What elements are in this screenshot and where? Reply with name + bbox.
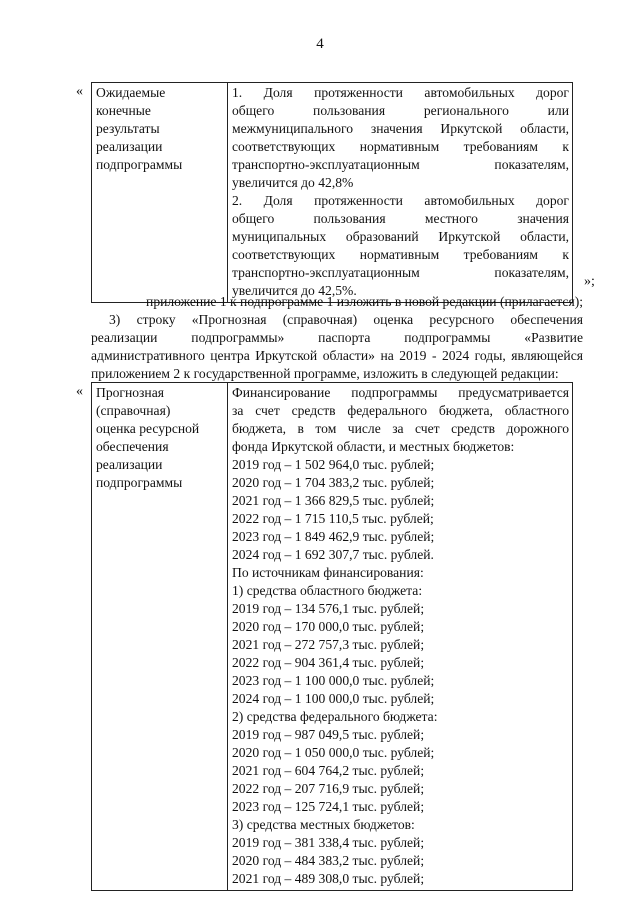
resource-forecast-text-line: 2020 год – 1 704 383,2 тыс. рублей; [232,475,435,490]
resource-forecast-text-line: 2021 год – 489 308,0 тыс. рублей; [232,871,425,886]
expected-results-label-line: конечные [96,103,151,118]
opening-quote-2: « [76,384,83,399]
resource-forecast-text-line: фонда Иркутской области, и местных бюджетов: [232,439,515,454]
resource-forecast-text [232,384,569,888]
expected-results-text-line: общего пользования местного значения [232,211,569,226]
expected-results-text-line: межмуниципального значения Иркутской области, [232,121,569,136]
resource-forecast-text-line: 3) средства местных бюджетов: [232,817,415,832]
resource-forecast-text-line: Финансирование подпрограммы предусматривается [232,385,569,400]
expected-results-text-line: транспортно-эксплуатационным показателям, [232,157,569,172]
resource-forecast-text-line: за счет средств федерального бюджета, областного [232,403,569,418]
expected-results-text-line: 2. Доля протяженности автомобильных дорог [232,193,569,208]
opening-quote: « [76,84,83,99]
resource-forecast-text-line: 2021 год – 1 366 829,5 тыс. рублей; [232,493,435,508]
resource-forecast-text-line: 1) средства областного бюджета: [232,583,423,598]
resource-forecast-text-line: 2020 год – 170 000,0 тыс. рублей; [232,619,425,634]
expected-results-label-line: подпрограммы [96,157,183,172]
expected-results-text-line: увеличится до 42,5%. [232,283,357,298]
expected-results-text-line: транспортно-эксплуатационным показателям, [232,265,569,280]
resource-forecast-text-line: 2019 год – 1 502 964,0 тыс. рублей; [232,457,435,472]
expected-results-label [96,84,224,174]
resource-forecast-text-line: 2020 год – 1 050 000,0 тыс. рублей; [232,745,435,760]
expected-results-value-cell [228,83,573,303]
resource-forecast-text-line: 2019 год – 134 576,1 тыс. рублей; [232,601,425,616]
resource-forecast-label-line: Прогнозная [96,385,164,400]
resource-forecast-text-line: 2021 год – 272 757,3 тыс. рублей; [232,637,425,652]
resource-forecast-text-line: бюджета, в том числе за счет средств дорожного [232,421,569,436]
paragraph-item-3-line: 3) строку «Прогнозная (справочная) оценка ресурсного обеспечения [109,312,583,327]
resource-forecast-label-cell [92,383,228,891]
page-number: 4 [316,36,324,52]
closing-quote: »; [584,274,595,289]
resource-forecast-text-line: 2019 год – 987 049,5 тыс. рублей; [232,727,425,742]
resource-forecast-text-line: 2022 год – 1 715 110,5 тыс. рублей; [232,511,434,526]
resource-forecast-text-line: 2022 год – 904 361,4 тыс. рублей; [232,655,425,670]
resource-forecast-text-line: 2020 год – 484 383,2 тыс. рублей; [232,853,425,868]
resource-forecast-label-line: подпрограммы [96,475,183,490]
resource-forecast-text-line: 2) средства федерального бюджета: [232,709,438,724]
expected-results-text [232,84,569,300]
resource-forecast-label-line: оценка ресурсной [96,421,200,436]
resource-forecast-label-line: реализации [96,457,163,472]
resource-forecast-text-line: 2023 год – 1 849 462,9 тыс. рублей; [232,529,435,544]
paragraph-appendix-1-text: приложение 1 к подпрограмме 1 изложить в новой редакции (прилагается); [146,294,583,309]
expected-results-label-line: результаты [96,121,160,136]
resource-forecast-text-line: По источникам финансирования: [232,565,424,580]
resource-forecast-text-line: 2024 год – 1 692 307,7 тыс. рублей. [232,547,434,562]
expected-results-text-line: общего пользования регионального или [232,103,569,118]
expected-results-label-cell [92,83,228,303]
resource-forecast-text-line: 2023 год – 125 724,1 тыс. рублей; [232,799,425,814]
resource-forecast-value-cell [228,383,573,891]
paragraph-item-3-line: административного центра Иркутской области» на 2019 - 2024 годы, являющейся [91,348,583,363]
expected-results-text-line: соответствующих нормативным требованиям к [232,247,569,262]
expected-results-table [91,82,573,303]
expected-results-text-line: соответствующих нормативным требованиям к [232,139,569,154]
resource-forecast-text-line: 2021 год – 604 764,2 тыс. рублей; [232,763,425,778]
expected-results-label-line: Ожидаемые [96,85,166,100]
paragraph-item-3-line: реализации подпрограммы» паспорта подпрограммы «Развитие [91,330,583,345]
resource-forecast-label [96,384,224,492]
resource-forecast-text-line: 2022 год – 207 716,9 тыс. рублей; [232,781,425,796]
resource-forecast-text-line: 2019 год – 381 338,4 тыс. рублей; [232,835,425,850]
resource-forecast-label-line: обеспечения [96,439,169,454]
expected-results-text-line: увеличится до 42,8% [232,175,354,190]
resource-forecast-text-line: 2024 год – 1 100 000,0 тыс. рублей; [232,691,435,706]
resource-forecast-table [91,382,573,891]
paragraph-appendix-1 [91,293,583,311]
expected-results-text-line: 1. Доля протяженности автомобильных дорог [232,85,569,100]
expected-results-text-line: муниципальных образований Иркутской области, [232,229,569,244]
paragraph-item-3 [91,311,583,383]
resource-forecast-label-line: (справочная) [96,403,171,418]
expected-results-label-line: реализации [96,139,163,154]
paragraph-item-3-line: приложением 2 к государственной программе, изложить в следующей редакции: [91,366,559,381]
resource-forecast-text-line: 2023 год – 1 100 000,0 тыс. рублей; [232,673,435,688]
